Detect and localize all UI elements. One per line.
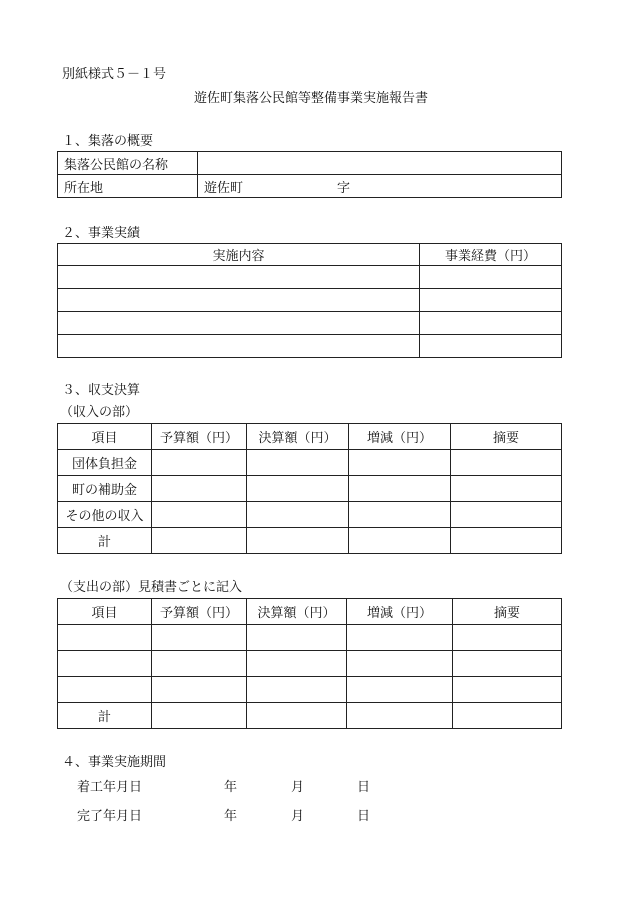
community-overview-table xyxy=(57,151,562,198)
content-cell[interactable] xyxy=(58,312,420,335)
section2-heading: ２、事業実績 xyxy=(62,226,141,241)
difference-cell[interactable] xyxy=(349,502,451,528)
settlement-cell[interactable] xyxy=(247,476,349,502)
budget-cell[interactable] xyxy=(152,651,247,677)
start-year-unit: 年 xyxy=(224,780,238,795)
start-month-unit: 月 xyxy=(291,780,305,795)
remarks-cell[interactable] xyxy=(453,677,562,703)
table-row xyxy=(58,651,562,677)
section3-heading: ３、収支決算 xyxy=(62,383,141,398)
income-item-label: その他の収入 xyxy=(58,502,152,528)
table-row xyxy=(58,502,562,528)
hall-name-label: 集落公民館の名称 xyxy=(58,152,198,175)
difference-cell[interactable] xyxy=(347,703,453,729)
cost-cell[interactable] xyxy=(420,266,562,289)
remarks-cell[interactable] xyxy=(453,703,562,729)
remarks-cell[interactable] xyxy=(453,625,562,651)
completion-month-unit: 月 xyxy=(291,809,305,824)
remarks-cell[interactable] xyxy=(451,450,562,476)
table-row xyxy=(58,175,562,198)
difference-cell[interactable] xyxy=(349,476,451,502)
col-header-budget: 予算額（円） xyxy=(152,599,247,625)
col-header-item: 項目 xyxy=(58,599,152,625)
start-date-label: 着工年月日 xyxy=(77,780,143,795)
table-row xyxy=(58,677,562,703)
expense-table xyxy=(57,598,562,729)
col-header-settlement: 決算額（円） xyxy=(247,599,347,625)
table-row xyxy=(58,703,562,729)
col-header-remarks: 摘要 xyxy=(451,424,562,450)
remarks-cell[interactable] xyxy=(451,528,562,554)
settlement-cell[interactable] xyxy=(247,651,347,677)
location-aza: 字 xyxy=(337,180,351,196)
table-row xyxy=(58,625,562,651)
col-header-difference: 増減（円） xyxy=(347,599,453,625)
cost-cell[interactable] xyxy=(420,312,562,335)
completion-day-unit: 日 xyxy=(357,809,371,824)
expense-subheading: （支出の部）見積書ごとに記入 xyxy=(60,580,243,595)
settlement-cell[interactable] xyxy=(247,625,347,651)
settlement-cell[interactable] xyxy=(247,528,349,554)
budget-cell[interactable] xyxy=(152,677,247,703)
table-row xyxy=(58,528,562,554)
settlement-cell[interactable] xyxy=(247,450,349,476)
section1-heading: １、集落の概要 xyxy=(62,134,154,149)
start-day-unit: 日 xyxy=(357,780,371,795)
col-header-difference: 増減（円） xyxy=(349,424,451,450)
content-cell[interactable] xyxy=(58,266,420,289)
table-row xyxy=(58,289,562,312)
income-table xyxy=(57,423,562,554)
form-number: 別紙様式５－１号 xyxy=(62,67,167,82)
location-label: 所在地 xyxy=(58,175,198,198)
content-cell[interactable] xyxy=(58,289,420,312)
table-row xyxy=(58,476,562,502)
project-results-table xyxy=(57,243,562,358)
completion-date-label: 完了年月日 xyxy=(77,809,143,824)
col-header-remarks: 摘要 xyxy=(453,599,562,625)
table-row xyxy=(58,312,562,335)
remarks-cell[interactable] xyxy=(453,651,562,677)
table-row xyxy=(58,335,562,358)
expense-total-label: 計 xyxy=(58,703,152,729)
settlement-cell[interactable] xyxy=(247,502,349,528)
col-header-settlement: 決算額（円） xyxy=(247,424,349,450)
budget-cell[interactable] xyxy=(152,450,247,476)
table-header-row xyxy=(58,244,562,266)
expense-item-cell[interactable] xyxy=(58,677,152,703)
cost-cell[interactable] xyxy=(420,289,562,312)
col-header-budget: 予算額（円） xyxy=(152,424,247,450)
budget-cell[interactable] xyxy=(152,703,247,729)
income-subheading: （収入の部） xyxy=(60,405,139,420)
settlement-cell[interactable] xyxy=(247,677,347,703)
income-item-label: 町の補助金 xyxy=(58,476,152,502)
income-item-label: 団体負担金 xyxy=(58,450,152,476)
hall-name-field[interactable] xyxy=(198,152,562,175)
table-header-row xyxy=(58,599,562,625)
location-field[interactable] xyxy=(198,175,562,198)
remarks-cell[interactable] xyxy=(451,476,562,502)
expense-item-cell[interactable] xyxy=(58,651,152,677)
expense-item-cell[interactable] xyxy=(58,625,152,651)
remarks-cell[interactable] xyxy=(451,502,562,528)
col-header-content: 実施内容 xyxy=(58,244,420,266)
cost-cell[interactable] xyxy=(420,335,562,358)
difference-cell[interactable] xyxy=(347,651,453,677)
difference-cell[interactable] xyxy=(347,625,453,651)
table-header-row xyxy=(58,424,562,450)
table-row xyxy=(58,450,562,476)
income-total-label: 計 xyxy=(58,528,152,554)
difference-cell[interactable] xyxy=(347,677,453,703)
budget-cell[interactable] xyxy=(152,625,247,651)
document-title: 遊佐町集落公民館等整備事業実施報告書 xyxy=(194,91,429,106)
budget-cell[interactable] xyxy=(152,476,247,502)
budget-cell[interactable] xyxy=(152,528,247,554)
col-header-item: 項目 xyxy=(58,424,152,450)
col-header-cost: 事業経費（円） xyxy=(420,244,562,266)
table-row xyxy=(58,152,562,175)
budget-cell[interactable] xyxy=(152,502,247,528)
location-town: 遊佐町 xyxy=(204,180,244,196)
completion-year-unit: 年 xyxy=(224,809,238,824)
difference-cell[interactable] xyxy=(349,450,451,476)
difference-cell[interactable] xyxy=(349,528,451,554)
settlement-cell[interactable] xyxy=(247,703,347,729)
section4-heading: ４、事業実施期間 xyxy=(62,755,167,770)
table-row xyxy=(58,266,562,289)
content-cell[interactable] xyxy=(58,335,420,358)
